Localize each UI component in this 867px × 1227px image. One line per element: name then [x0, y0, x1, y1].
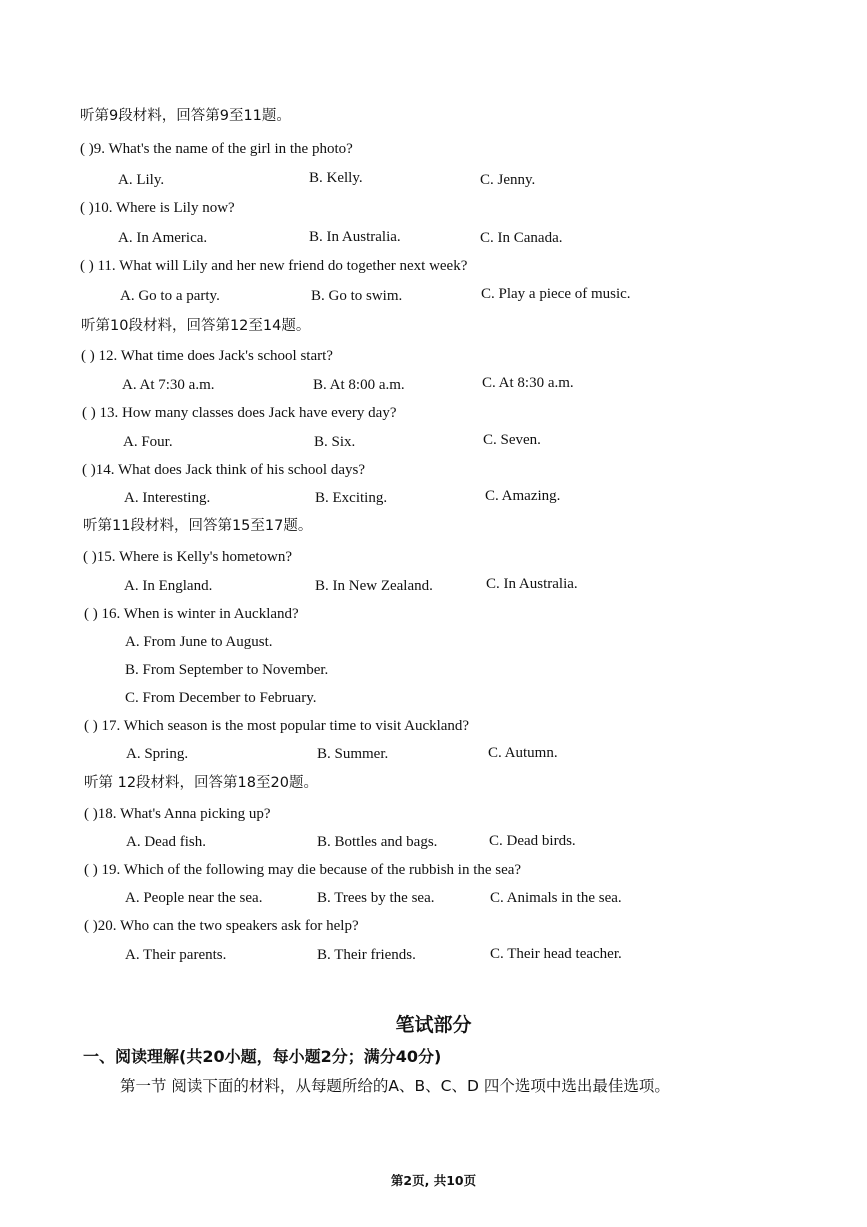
q17-option-a: A. Spring. [126, 746, 189, 762]
q10-option-b: B. In Australia. [309, 229, 401, 245]
q16-option-b: B. From September to November. [125, 662, 329, 678]
q14-option-a: A. Interesting. [124, 490, 211, 506]
q11-option-c: C. Play a piece of music. [481, 286, 631, 302]
question-15: ( )15. Where is Kelly's hometown? [83, 549, 293, 565]
q13-option-a: A. Four. [123, 434, 173, 450]
section-intro-10: 听第10段材料，回答第12至14题。 [81, 318, 311, 334]
q10-option-a: A. In America. [118, 230, 208, 246]
q15-option-c: C. In Australia. [486, 576, 578, 592]
q9-option-a: A. Lily. [118, 172, 165, 188]
q19-option-c: C. Animals in the sea. [490, 890, 622, 906]
q20-option-c: C. Their head teacher. [490, 946, 622, 962]
q15-option-a: A. In England. [124, 578, 213, 594]
q18-option-c: C. Dead birds. [489, 833, 576, 849]
q9-option-b: B. Kelly. [309, 170, 363, 186]
question-14: ( )14. What does Jack think of his school days? [82, 462, 366, 478]
q18-option-a: A. Dead fish. [126, 834, 206, 850]
written-part-title: 笔试部分 [395, 1014, 472, 1036]
q18-option-b: B. Bottles and bags. [317, 834, 438, 850]
section-intro-11: 听第11段材料，回答第15至17题。 [83, 518, 313, 534]
q11-option-a: A. Go to a party. [120, 288, 220, 304]
q20-option-b: B. Their friends. [317, 947, 416, 963]
page-footer: 第2页, 共10页 [390, 1173, 477, 1188]
q20-option-a: A. Their parents. [125, 947, 227, 963]
q16-option-a: A. From June to August. [125, 634, 273, 650]
q16-option-c: C. From December to February. [125, 690, 317, 706]
question-13: ( ) 13. How many classes does Jack have every day? [82, 405, 397, 421]
q15-option-b: B. In New Zealand. [315, 578, 433, 594]
question-18: ( )18. What's Anna picking up? [84, 806, 271, 822]
question-12: ( ) 12. What time does Jack's school start? [81, 348, 333, 364]
q14-option-c: C. Amazing. [485, 488, 561, 504]
q10-option-c: C. In Canada. [480, 230, 563, 246]
section-intro-9: 听第9段材料，回答第9至11题。 [80, 108, 291, 124]
q12-option-b: B. At 8:00 a.m. [313, 377, 405, 393]
q11-option-b: B. Go to swim. [311, 288, 403, 304]
q17-option-c: C. Autumn. [488, 745, 558, 761]
section-intro-12: 听第 12段材料，回答第18至20题。 [84, 775, 318, 791]
question-17: ( ) 17. Which season is the most popular time to visit Auckland? [84, 718, 470, 734]
q12-option-c: C. At 8:30 a.m. [482, 375, 574, 391]
q19-option-b: B. Trees by the sea. [317, 890, 435, 906]
question-20: ( )20. Who can the two speakers ask for help? [84, 918, 359, 934]
question-16: ( ) 16. When is winter in Auckland? [84, 606, 299, 622]
reading-instruction: 第一节 阅读下面的材料，从每题所给的A、B、C、D 四个选项中选出最佳选项。 [120, 1077, 670, 1095]
question-11: ( ) 11. What will Lily and her new friend do together next week? [80, 258, 468, 274]
reading-section-heading: 一、阅读理解(共20小题，每小题2分；满分40分) [83, 1047, 442, 1066]
question-9: ( )9. What's the name of the girl in the photo? [80, 141, 353, 157]
q13-option-b: B. Six. [314, 434, 356, 450]
q19-option-a: A. People near the sea. [125, 890, 263, 906]
q13-option-c: C. Seven. [483, 432, 541, 448]
q17-option-b: B. Summer. [317, 746, 389, 762]
q14-option-b: B. Exciting. [315, 490, 388, 506]
q9-option-c: C. Jenny. [480, 172, 536, 188]
question-19: ( ) 19. Which of the following may die because of the rubbish in the sea? [84, 862, 522, 878]
q12-option-a: A. At 7:30 a.m. [122, 377, 215, 393]
question-10: ( )10. Where is Lily now? [80, 200, 235, 216]
